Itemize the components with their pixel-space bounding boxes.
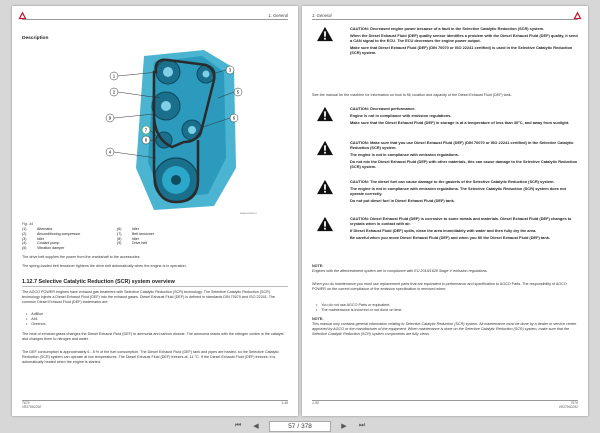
list-item: • The maintenance is incorrect or not done on time. [316,308,576,313]
belt-para-2: The spring-loaded belt tensioner tightens the drive belt automatically when the engine is in operation. [22,264,187,268]
maintenance-list [316,303,576,313]
caution-text: CAUTION: The diesel fuel can cause damage to the gaskets of the Selective Catalytic Reduction (SCR) system. The engine is not in compliance with emission regulations. The Selective Catalytic Reduction (SCR) system does not operate correctly. Do not put diesel fuel in Diesel Exhaust Fluid (DEF) tank. [350,179,566,203]
figure-label: Fig. 44 [22,222,33,226]
footer-page-number: 1-50 [312,401,319,406]
note-label: NOTE: [312,264,324,268]
scr-subsection-title: 1.12.7 Selective Catalytic Reduction (SCR) system overview [22,279,175,285]
footer-right: 7676 V837992292 [558,400,578,410]
footer-rule [312,400,578,401]
footer-left: 7676 V837992292 [22,400,42,410]
legend-row: (4) Coolant pump (9) Drive belt [22,241,148,246]
svg-text:8: 8 [144,137,148,143]
caution-block [312,106,578,140]
engine-belt-drive-figure [84,48,260,218]
current-page-number[interactable]: 57 [288,422,296,430]
callout-1 [110,72,118,80]
callout-7 [142,126,150,134]
svg-text:1: 1 [112,73,116,79]
manual-reference-text: See the manual for the machine for information on how to fill, location and capacity of the Diesel Exhaust Fluid (DEF) tank. [312,93,512,97]
last-page-icon[interactable]: ⏭ [358,422,366,429]
callout-6 [230,114,238,122]
legend-row: (3) Idler (8) Idler [22,236,139,241]
warning-icon [316,140,334,156]
footer-page-number: 1-49 [281,401,288,406]
svg-text:6: 6 [232,115,236,121]
first-page-icon[interactable]: ⏮ [234,422,242,429]
caution-text: CAUTION: Make sure that you use Diesel Exhaust Fluid (DEF) (DIN 70070 or ISO 22241 certified) in the Selective Catalytic Reduction (SCR) system. The engine is not in compliance with emission regulations. Do not mix the Diesel Exhaust Fluid (DEF) with other materials, this can cause damage to the Selective Catalytic Reduction (SCR) system. [350,140,578,169]
page-separator: / [297,422,300,430]
footer-rule [22,400,288,401]
section-heading: 1. General [312,13,332,18]
caution-text: CAUTION: Decreased performance. Engine is not in compliance with emission regulations. Make sure that the Diesel Exhaust Fluid (DEF) in storage is at a temperature of less than 30°C, and away from sunlight. [350,106,570,125]
caution-block [312,140,578,178]
caution-block [312,26,578,90]
description-title: Description [22,36,49,41]
svg-text:5: 5 [236,89,240,95]
warning-icon [316,106,334,122]
caution-text: CAUTION: Decreased engine power because of a fault in the Selective Catalytic Reduction (SCR) system. When the Diesel Exhaust Fluid (DEF) quality sensor identifies a problem with the Diesel Exhaust Fluid (DEF) quality, it send a CAN signal to the ECU. The ECU decreases the engine power output. Make sure that Diesel Exhaust Fluid (DEF) (DIN 70070 or ISO 22241 certified) is used in the Selective Catalytic Reduction (SCR) system. [350,26,578,55]
warning-icon [316,26,334,42]
caution-block [312,179,578,215]
left-page [12,6,298,416]
svg-text:2: 2 [112,89,116,95]
section-heading: 1. General [268,13,288,18]
svg-text:7: 7 [144,127,148,133]
scr-para-3: The DEF consumption is approximately 6 - 8 % of the fuel consumption. The Diesel Exhaust Fluid (DEF) tank and pipes are heated, so the Selective Catalytic Reduction (SCR) system can operate at low temperatures. The Diesel Exhaust Fluid (DEF) freezes at -11 °C. If the Diesel Exhaust Fluid (DEF) freezes, it is automatically heated when the engine is started. [22,350,279,365]
list-item: • AdBlue [26,312,286,317]
list-item: • Greenox. [26,322,286,327]
callout-5 [234,88,242,96]
callout-8 [142,136,150,144]
callout-4 [106,148,114,156]
list-item: • You do not use AGCO Parts or equivalent. [316,303,576,308]
right-page [302,6,588,416]
list-item: • Air1 [26,317,286,322]
caution-text: CAUTION: Diesel Exhaust Fluid (DEF) is corrosive to some metals and materials. Diesel Exhaust Fluid (DEF) changes to crystals when in contact with air. If Diesel Exhaust Fluid (DEF) spills, clean the area immediately with water and then fully dry the area. Be careful when you move Diesel Exhaust Fluid (DEF) and when you fill the Diesel Exhaust Fluid (DEF) tank. [350,216,572,240]
def-trademark-list [26,312,286,327]
svg-text:3: 3 [228,67,232,73]
legend-row: (1) Alternator (6) Idler [22,227,139,231]
figure-legend [22,227,222,251]
caution-block [312,216,578,260]
page-navigation-toolbar [0,419,600,433]
total-pages: 378 [301,422,312,430]
callout-3 [226,66,234,74]
previous-page-icon[interactable]: ◀ [253,423,259,430]
warning-icon [316,179,334,195]
page-indicator[interactable] [269,421,331,432]
legend-row: (5) Vibration damper [22,246,65,251]
belt-para-1: The drive belt supplies the power from the crankshaft to the accessories. [22,255,141,259]
callout-2 [110,88,118,96]
warning-icon [316,216,334,232]
svg-text:4: 4 [108,149,112,155]
svg-text:9: 9 [108,115,112,121]
scr-para-2: The heat of exhaust gases changes the Diesel Exhaust Fluid (DEF) to ammonia and carbon dioxide. The ammonia reacts with the nitrogen oxides in the catalyst and changes them to nitrogen and water. [22,332,284,342]
subsection-rule [22,286,288,287]
legend-row: (2) Airconditioning compressor (7) Belt tensioner [22,231,154,236]
note2-text: This manual only contains general information relating to Selective Catalytic Reduction (SCR) system. All maintenance must be done by a dealer or service center approved by AGCO or the manufacturer of the equipment. When maintenance is done on the Selective Catalytic Reduction (SCR) system, make sure that the Selective Catalytic Reduction (SCR) system components are fully clean. [312,322,577,336]
figure-reference-code: EHA0018869001 [240,213,257,215]
header-rule [22,19,288,20]
next-page-icon[interactable]: ▶ [341,423,347,430]
header-rule [312,19,578,20]
maintenance-para: When you do maintenance you must use replacement parts that are equivalent in performance and specification to AGCO Parts. The responsibility of AGCO POWER on the correct compliance of the emission specification is removed when: [312,282,567,291]
note-text: Engines with the aftertreatment system are in compliance with EU 2016/1628 Stage V emission regulations. [312,269,488,273]
callout-9 [106,114,114,122]
note2-label: NOTE: [312,317,324,321]
scr-para-1: The AGCO POWER engines have exhaust gas treatment with Selective Catalytic Reduction (SCR) technology. The Selective Catalytic Reduction (SCR) technology injects a Diesel Exhaust Fluid (DEF) into the exhaust gases. Diesel Exhaust Fluid (DEF) is defined in standards DIN 70070 and ISO 22241. The common Diesel Exhaust Fluid (DEF) trademarks are: [22,290,276,305]
